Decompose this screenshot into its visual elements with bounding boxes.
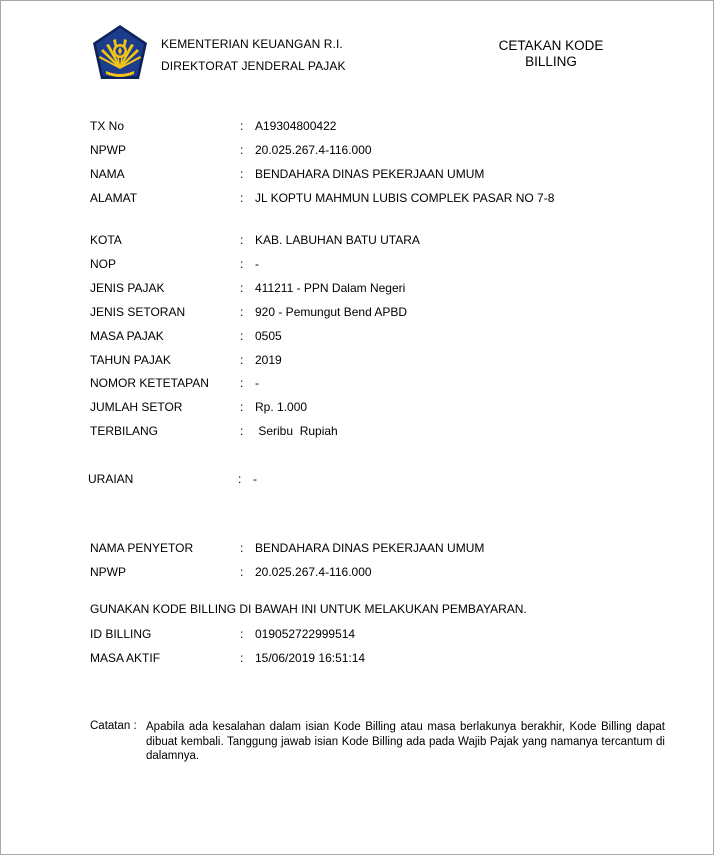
note-label: Catatan : [90,720,137,732]
field-separator: : [240,233,244,247]
field-label: URAIAN [88,472,134,486]
ministry-name: KEMENTERIAN KEUANGAN R.I. [161,37,343,51]
field-label: NAMA [90,167,125,181]
field-separator: : [240,541,244,555]
field-value: 920 - Pemungut Bend APBD [255,305,408,319]
field-value: JL KOPTU MAHMUN LUBIS COMPLEK PASAR NO 7-8 [255,191,555,205]
field-label: JENIS PAJAK [90,281,165,295]
field-label: NOMOR KETETAPAN [90,376,209,390]
field-nop [1,257,714,273]
field-masa-pajak [1,329,714,345]
field-label: MASA PAJAK [90,329,164,343]
document-title-line-2: BILLING [525,54,577,69]
field-separator: : [240,143,244,157]
field-separator: : [240,119,244,133]
field-label: TAHUN PAJAK [90,353,171,367]
field-jenis-setoran [1,305,714,321]
field-value: - [255,376,259,390]
field-jumlah-setor [1,400,714,416]
field-separator: : [240,305,244,319]
field-label: ALAMAT [90,191,138,205]
field-uraian [1,472,714,488]
field-separator: : [240,191,244,205]
field-label: JENIS SETORAN [90,305,186,319]
field-separator: : [240,651,244,665]
field-jenis-pajak [1,281,714,297]
field-value: BENDAHARA DINAS PEKERJAAN UMUM [255,541,485,555]
field-value: Seribu Rupiah [255,424,338,438]
field-nama-penyetor [1,541,714,557]
field-value: 0505 [255,329,282,343]
field-label: TX No [90,119,125,133]
field-id-billing [1,627,714,643]
field-value: KAB. LABUHAN BATU UTARA [255,233,420,247]
field-value: Rp. 1.000 [255,400,308,414]
field-label: ID BILLING [90,627,152,641]
field-nomor-ketetapan [1,376,714,392]
field-value: 2019 [255,353,282,367]
document-title-line-1: CETAKAN KODE [498,38,604,53]
field-nama [1,167,714,183]
field-label: NAMA PENYETOR [90,541,194,555]
field-alamat [1,191,714,207]
field-separator: : [240,167,244,181]
field-separator: : [240,627,244,641]
field-terbilang [1,424,714,440]
field-separator: : [240,565,244,579]
field-masa-aktif [1,651,714,667]
field-label: MASA AKTIF [90,651,161,665]
field-separator: : [240,281,244,295]
field-value: 15/06/2019 16:51:14 [255,651,366,665]
field-npwp-penyetor [1,565,714,581]
kemenkeu-logo-icon [90,23,150,83]
field-tahun-pajak [1,353,714,369]
field-value: - [255,257,259,271]
document-title [471,38,631,70]
note-text: Apabila ada kesalahan dalam isian Kode Billing atau masa berlakunya berakhir, Kode Billing dapat dibuat kembali. Tanggung jawab isian Kode Billing ada pada Wajib Pajak yang namanya tercantum di dalamnya. [146,721,665,762]
field-label: NOP [90,257,117,271]
field-kota [1,233,714,249]
field-value: - [253,472,257,486]
payment-instruction: GUNAKAN KODE BILLING DI BAWAH INI UNTUK MELAKUKAN PEMBAYARAN. [90,602,527,616]
field-value: BENDAHARA DINAS PEKERJAAN UMUM [255,167,485,181]
field-tx-no [1,119,714,135]
field-separator: : [240,376,244,390]
field-label: TERBILANG [90,424,159,438]
field-value: 20.025.267.4-116.000 [255,565,372,579]
field-separator: : [240,400,244,414]
field-label: KOTA [90,233,122,247]
field-value: 019052722999514 [255,627,356,641]
field-separator: : [240,424,244,438]
field-separator: : [238,472,242,486]
field-label: NPWP [90,143,126,157]
directorate-name: DIREKTORAT JENDERAL PAJAK [161,59,346,73]
field-label: JUMLAH SETOR [90,400,183,414]
field-separator: : [240,257,244,271]
field-npwp [1,143,714,159]
field-separator: : [240,353,244,367]
field-value: A19304800422 [255,119,337,133]
field-label: NPWP [90,565,126,579]
field-value: 411211 - PPN Dalam Negeri [255,281,406,295]
field-separator: : [240,329,244,343]
field-value: 20.025.267.4-116.000 [255,143,372,157]
